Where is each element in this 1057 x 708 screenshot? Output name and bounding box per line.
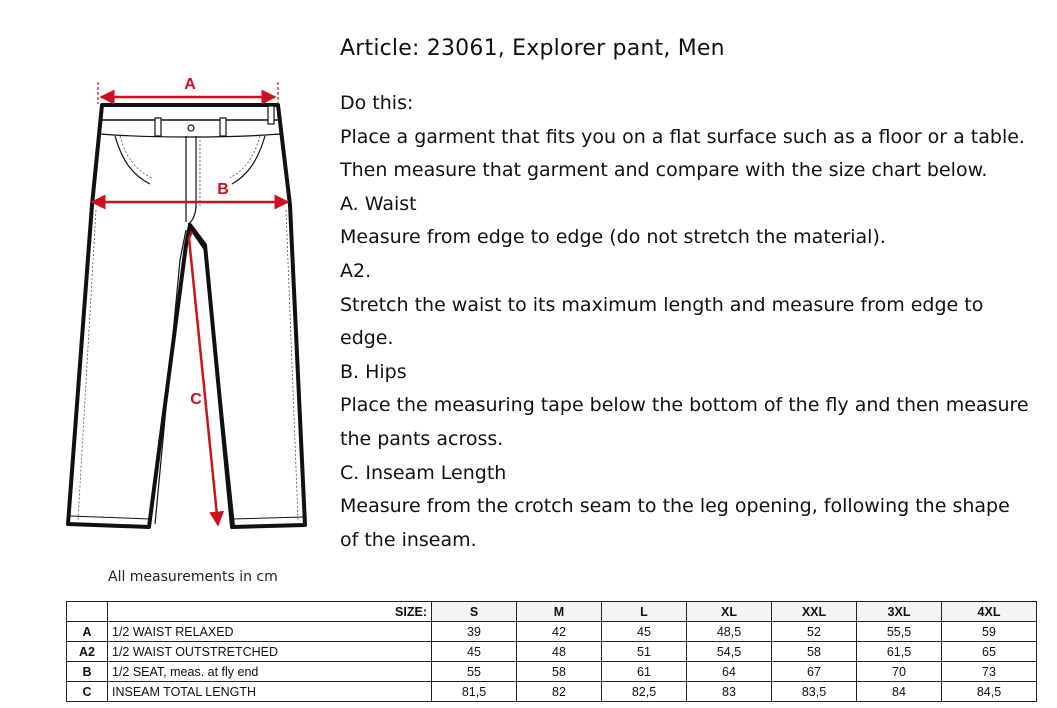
table-cell: 82	[517, 682, 602, 702]
table-cell: 48	[517, 642, 602, 662]
instructions-block	[340, 36, 1040, 557]
table-cell: 58	[517, 662, 602, 682]
table-row	[67, 622, 1037, 642]
row-label: 1/2 WAIST RELAXED	[108, 622, 432, 642]
table-cell: 45	[432, 642, 517, 662]
row-label: 1/2 SEAT, meas. at fly end	[108, 662, 432, 682]
table-cell: 81,5	[432, 682, 517, 702]
size-chart-table	[66, 601, 1037, 702]
row-code: A	[67, 622, 108, 642]
instruction-line: edge.	[340, 327, 394, 350]
table-cell: 61,5	[857, 642, 942, 662]
table-cell: 48,5	[687, 622, 772, 642]
table-cell: 61	[602, 662, 687, 682]
table-cell: 67	[772, 662, 857, 682]
table-cell: 55,5	[857, 622, 942, 642]
table-cell: 54,5	[687, 642, 772, 662]
label-a: A	[184, 76, 196, 93]
table-cell: 64	[687, 662, 772, 682]
size-header-label: SIZE:	[108, 602, 432, 622]
instruction-line: the pants across.	[340, 427, 504, 450]
label-b: B	[217, 181, 229, 198]
section-heading-a2: A2.	[340, 259, 372, 282]
row-code: B	[67, 662, 108, 682]
size-header: M	[517, 602, 602, 622]
table-cell: 73	[942, 662, 1037, 682]
article-title: Article: 23061, Explorer pant, Men	[340, 36, 725, 61]
row-code: C	[67, 682, 108, 702]
table-cell: 55	[432, 662, 517, 682]
table-cell: 83,5	[772, 682, 857, 702]
label-c: C	[190, 391, 202, 408]
instruction-line: Do this:	[340, 92, 414, 114]
table-cell	[67, 602, 108, 622]
size-header: L	[602, 602, 687, 622]
section-heading-inseam: C. Inseam Length	[340, 461, 507, 484]
size-header: 4XL	[942, 602, 1037, 622]
row-label: INSEAM TOTAL LENGTH	[108, 682, 432, 702]
table-row	[67, 642, 1037, 662]
table-cell: 51	[602, 642, 687, 662]
table-cell: 52	[772, 622, 857, 642]
table-cell: 82,5	[602, 682, 687, 702]
table-cell: 39	[432, 622, 517, 642]
instruction-line: Measure from the crotch seam to the leg opening, following the shape	[340, 495, 1010, 518]
row-code: A2	[67, 642, 108, 662]
instruction-line: Place a garment that fits you on a flat surface such as a floor or a table.	[340, 125, 1025, 148]
size-header: S	[432, 602, 517, 622]
instruction-line: Then measure that garment and compare with the size chart below.	[340, 159, 988, 182]
pants-measurement-diagram	[60, 68, 310, 538]
instruction-line: Stretch the waist to its maximum length and measure from edge to	[340, 293, 984, 316]
table-cell: 84	[857, 682, 942, 702]
instruction-line: Measure from edge to edge (do not stretch the material).	[340, 226, 886, 249]
section-heading-hips: B. Hips	[340, 360, 407, 383]
table-cell: 83	[687, 682, 772, 702]
table-cell: 58	[772, 642, 857, 662]
measurement-unit-note: All measurements in cm	[108, 569, 278, 585]
table-cell: 84,5	[942, 682, 1037, 702]
size-header: 3XL	[857, 602, 942, 622]
table-cell: 59	[942, 622, 1037, 642]
instruction-line: Place the measuring tape below the bottom of the fly and then measure	[340, 394, 1029, 417]
table-cell: 45	[602, 622, 687, 642]
section-heading-waist: A. Waist	[340, 192, 417, 215]
instruction-line: of the inseam.	[340, 528, 477, 551]
row-label: 1/2 WAIST OUTSTRETCHED	[108, 642, 432, 662]
table-cell: 70	[857, 662, 942, 682]
table-row	[67, 682, 1037, 702]
size-header: XXL	[772, 602, 857, 622]
table-cell: 65	[942, 642, 1037, 662]
table-header-row	[67, 602, 1037, 622]
table-cell: 42	[517, 622, 602, 642]
size-header: XL	[687, 602, 772, 622]
table-row	[67, 662, 1037, 682]
